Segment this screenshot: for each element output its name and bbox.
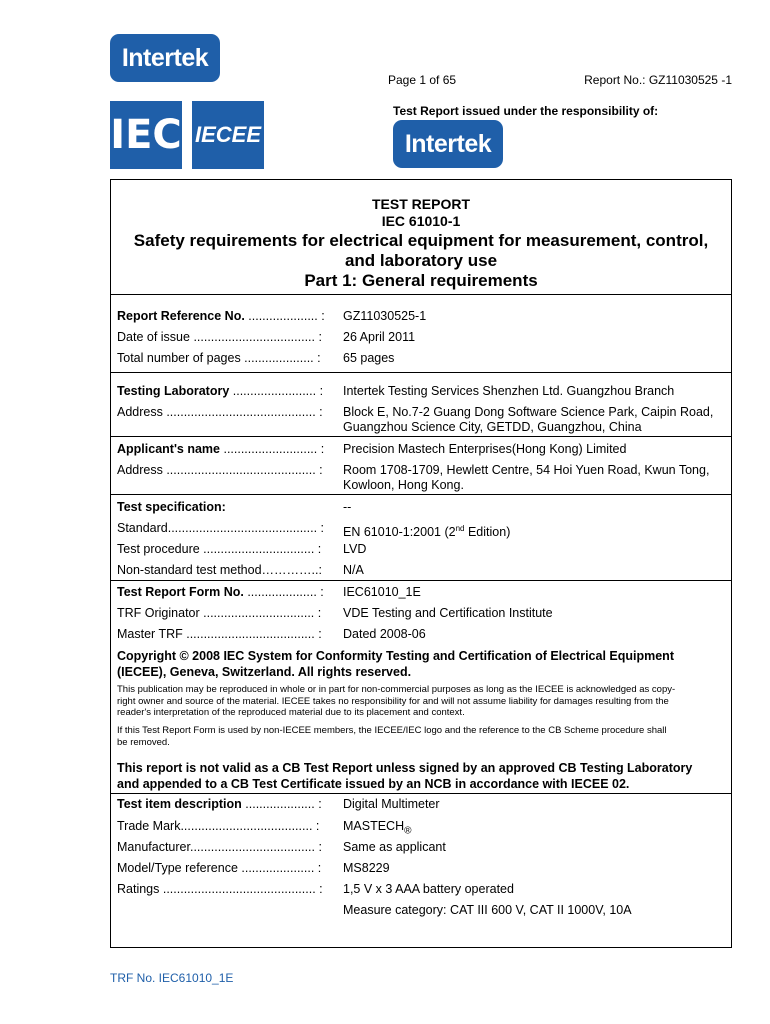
copyright-paragraph: This publication may be reproduced in whole or in part for non-commercial purposes as long as the IECEE is acknowledged as copy- right owner and source of the material. IECEE takes no responsibility for and will not assume liability for damages resulting from the reader's interpretation of the reproduced material due to its placement and context. [117,684,676,718]
safety-title-3: Part 1: General requirements [304,271,538,290]
standard-title: IEC 61010-1 [381,213,461,229]
report-frame: TEST REPORT IEC 61010-1 Safety requirements for electrical equipment for measurement, control, and laboratory use Part 1: General requirements Report Reference No. .................... : GZ11030525-1 Date of issue ................................... : 26 April 2011 Total number of pages .................... : 65 pages Testing Laboratory ........................ : Intertek Testing Services Shenzhen Ltd. Guangzhou Branch Address ........................................... : Block E, No.7-2 Guang Dong Software Science Park, Caipin Road, Guangzhou Science City, GETDD, Guangzhou, China Applicant's name ........................... : Precision Mastech Enterprises(Hong Kong) Limited Address ........................................... : Room 1708-1709, Hewlett Centre, 54 Hoi Yuen Road, Kwun Tong, Kowloon, Hong Kong. Test specification: -- Standard........................................... : EN 61010-1:2001 (2nd Edition) Test procedure ................................ : LVD Non-standard test method…………..: N/A Test Report Form No. .................... : IEC61010_1E TRF Originator ................................ : VDE Testing and Certification Institute Master TRF ..................................... : Dated 2008-06 Copyright © 2008 IEC System for Conformity Testing and Certification of Electrical Equipment (IECEE), Geneva, Switzerland. All rights reserved. This publication may be reproduced in whole or in part for non-commercial purposes as long as the IECEE is acknowledged as copy- right owner and source of the material. IECEE takes no responsibility for and will not assume liability for damages resulting from the reader's interpretation of the reproduced material due to its placement and context. If this Test Report Form is used by non-IECEE members, the IECEE/IEC logo and the reference to the CB Scheme procedure shall be removed. This report is not valid as a CB Test Report unless signed by an approved CB Testing Laboratory and appended to a CB Test Certificate issued by an NCB in accordance with IECEE 02. Test item description .................... : Digital Multimeter Trade Mark...................................... : $MASTECH_®$ Manufacturer.................................... : Same as applicant Model/Type reference ..................... : MS8229 Ratings ............................................ : 1,5 V x 3 AAA battery operated Measure category: CAT III 600 V, CAT II 1000V, 10A [110,179,732,948]
intertek-logo: Intertek [110,34,220,82]
separator [111,372,731,373]
separator [111,494,731,495]
copyright-line-2: (IECEE), Geneva, Switzerland. All rights reserved. [117,665,412,679]
footer-trf: TRF No. IEC61010_1E [110,971,234,985]
report-number: Report No.: GZ11030525 -1 [584,73,732,87]
iecee-paragraph: If this Test Report Form is used by non-IECEE members, the IECEE/IEC logo and the reference to the CB Scheme procedure shall be removed. [117,725,667,748]
safety-title-2: and laboratory use [344,251,498,270]
iec-logo: IEC [110,101,182,169]
separator [111,294,731,295]
validity-notice-1: This report is not valid as a CB Test Report unless signed by an approved CB Testing Laboratory [117,761,693,775]
separator [111,436,731,437]
safety-title-1: Safety requirements for electrical equipment for measurement, control, [133,231,709,250]
report-title: TEST REPORT [371,196,470,212]
copyright-line-1: Copyright © 2008 IEC System for Conformity Testing and Certification of Electrical Equipment [117,649,674,663]
iecee-logo: IECEE [192,101,264,169]
issuer-logo: Intertek [393,120,503,168]
separator [111,793,731,794]
page-number: Page 1 of 65 [388,73,457,87]
validity-notice-2: and appended to a CB Test Certificate issued by an NCB in accordance with IECEE 02. [117,777,630,791]
separator [111,580,731,581]
issued-under: Test Report issued under the responsibility of: [393,104,659,118]
